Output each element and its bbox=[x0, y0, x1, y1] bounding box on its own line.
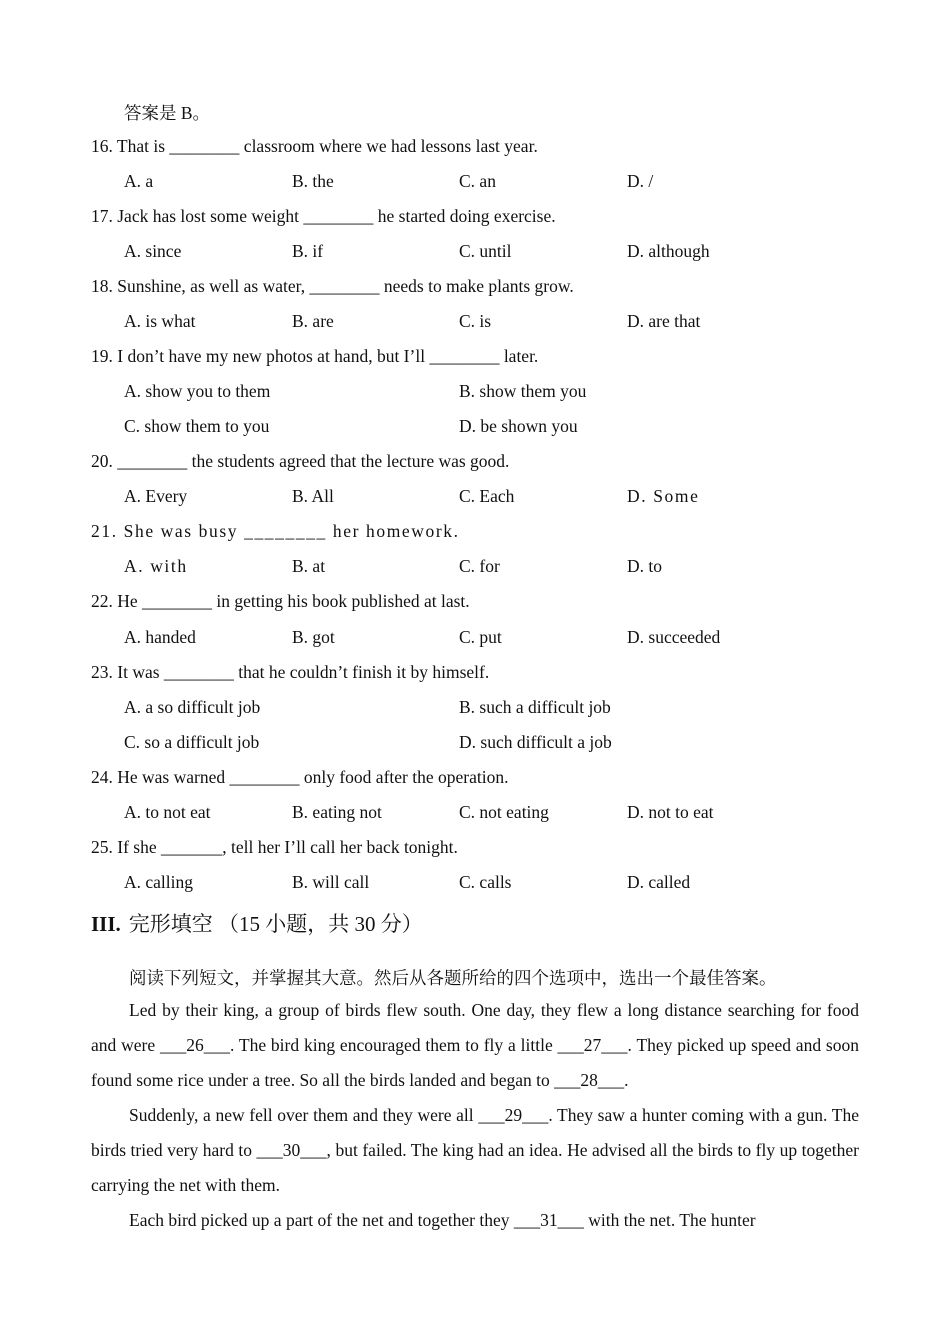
question-24: 24. He was warned ________ only food after the operation. bbox=[91, 767, 509, 787]
option-24-c: C. not eating bbox=[459, 802, 549, 822]
passage-paragraph-1: Led by their king, a group of birds flew south. One day, they flew a long distance searching for food and were ___26___. The bird king encouraged them to fly a little ___27___. They picked up speed and soon found some rice under a tree. So all the birds landed and began to ___28___. bbox=[91, 1000, 859, 1090]
question-19: 19. I don’t have my new photos at hand, but I’ll ________ later. bbox=[91, 346, 539, 366]
option-25-b: B. will call bbox=[292, 872, 370, 892]
option-24-d: D. not to eat bbox=[627, 802, 714, 822]
option-23-d: D. such difficult a job bbox=[459, 732, 612, 752]
question-20: 20. ________ the students agreed that the lecture was good. bbox=[91, 451, 510, 471]
option-24-a: A. to not eat bbox=[124, 802, 211, 822]
cloze-passage bbox=[91, 993, 859, 1238]
option-16-c: C. an bbox=[459, 171, 496, 191]
option-23-c: C. so a difficult job bbox=[124, 732, 260, 752]
section-title: 完形填空 （15 小题，共 30 分） bbox=[128, 912, 423, 936]
option-16-d: D. / bbox=[627, 171, 654, 191]
option-25-d: D. called bbox=[627, 872, 691, 892]
option-22-b: B. got bbox=[292, 627, 335, 647]
option-21-c: C. for bbox=[459, 556, 500, 576]
option-18-c: C. is bbox=[459, 311, 492, 331]
option-20-c: C. Each bbox=[459, 486, 515, 506]
option-18-d: D. are that bbox=[627, 311, 701, 331]
option-16-b: B. the bbox=[292, 171, 334, 191]
passage-paragraph-3: Each bird picked up a part of the net and together they ___31___ with the net. The hunter bbox=[129, 1210, 756, 1230]
option-17-c: C. until bbox=[459, 241, 512, 261]
question-21: 21. She was busy ________ her homework. bbox=[91, 521, 460, 541]
option-19-a: A. show you to them bbox=[124, 381, 271, 401]
answer-note: 答案是 B。 bbox=[124, 103, 211, 123]
option-25-c: C. calls bbox=[459, 872, 512, 892]
option-17-a: A. since bbox=[124, 241, 182, 261]
option-20-d: D. Some bbox=[627, 486, 700, 506]
question-17: 17. Jack has lost some weight ________ he started doing exercise. bbox=[91, 206, 556, 226]
option-18-b: B. are bbox=[292, 311, 334, 331]
passage-paragraph-2: Suddenly, a new fell over them and they were all ___29___. They saw a hunter coming with a gun. The birds tried very hard to ___30___, but failed. The king had an idea. He advised all the birds to fly up together carrying the net with them. bbox=[91, 1105, 859, 1195]
option-21-d: D. to bbox=[627, 556, 662, 576]
option-23-a: A. a so difficult job bbox=[124, 697, 261, 717]
option-22-c: C. put bbox=[459, 627, 502, 647]
option-20-a: A. Every bbox=[124, 486, 188, 506]
option-17-b: B. if bbox=[292, 241, 324, 261]
option-23-b: B. such a difficult job bbox=[459, 697, 611, 717]
option-19-c: C. show them to you bbox=[124, 416, 270, 436]
option-20-b: B. All bbox=[292, 486, 334, 506]
section-instruction: 阅读下列短文，并掌握其大意。然后从各题所给的四个选项中，选出一个最佳答案。 bbox=[129, 968, 777, 988]
option-21-a: A. with bbox=[124, 556, 188, 576]
option-21-b: B. at bbox=[292, 556, 326, 576]
question-18: 18. Sunshine, as well as water, ________ needs to make plants grow. bbox=[91, 276, 574, 296]
option-18-a: A. is what bbox=[124, 311, 196, 331]
section-heading bbox=[91, 908, 423, 938]
question-25: 25. If she _______, tell her I’ll call her back tonight. bbox=[91, 837, 458, 857]
question-22: 22. He ________ in getting his book published at last. bbox=[91, 591, 470, 611]
option-19-b: B. show them you bbox=[459, 381, 587, 401]
option-24-b: B. eating not bbox=[292, 802, 382, 822]
option-22-d: D. succeeded bbox=[627, 627, 721, 647]
section-number: III. bbox=[91, 912, 121, 936]
option-19-d: D. be shown you bbox=[459, 416, 578, 436]
option-22-a: A. handed bbox=[124, 627, 196, 647]
option-16-a: A. a bbox=[124, 171, 154, 191]
option-17-d: D. although bbox=[627, 241, 710, 261]
question-23: 23. It was ________ that he couldn’t finish it by himself. bbox=[91, 662, 490, 682]
question-16: 16. That is ________ classroom where we had lessons last year. bbox=[91, 136, 538, 156]
option-25-a: A. calling bbox=[124, 872, 194, 892]
